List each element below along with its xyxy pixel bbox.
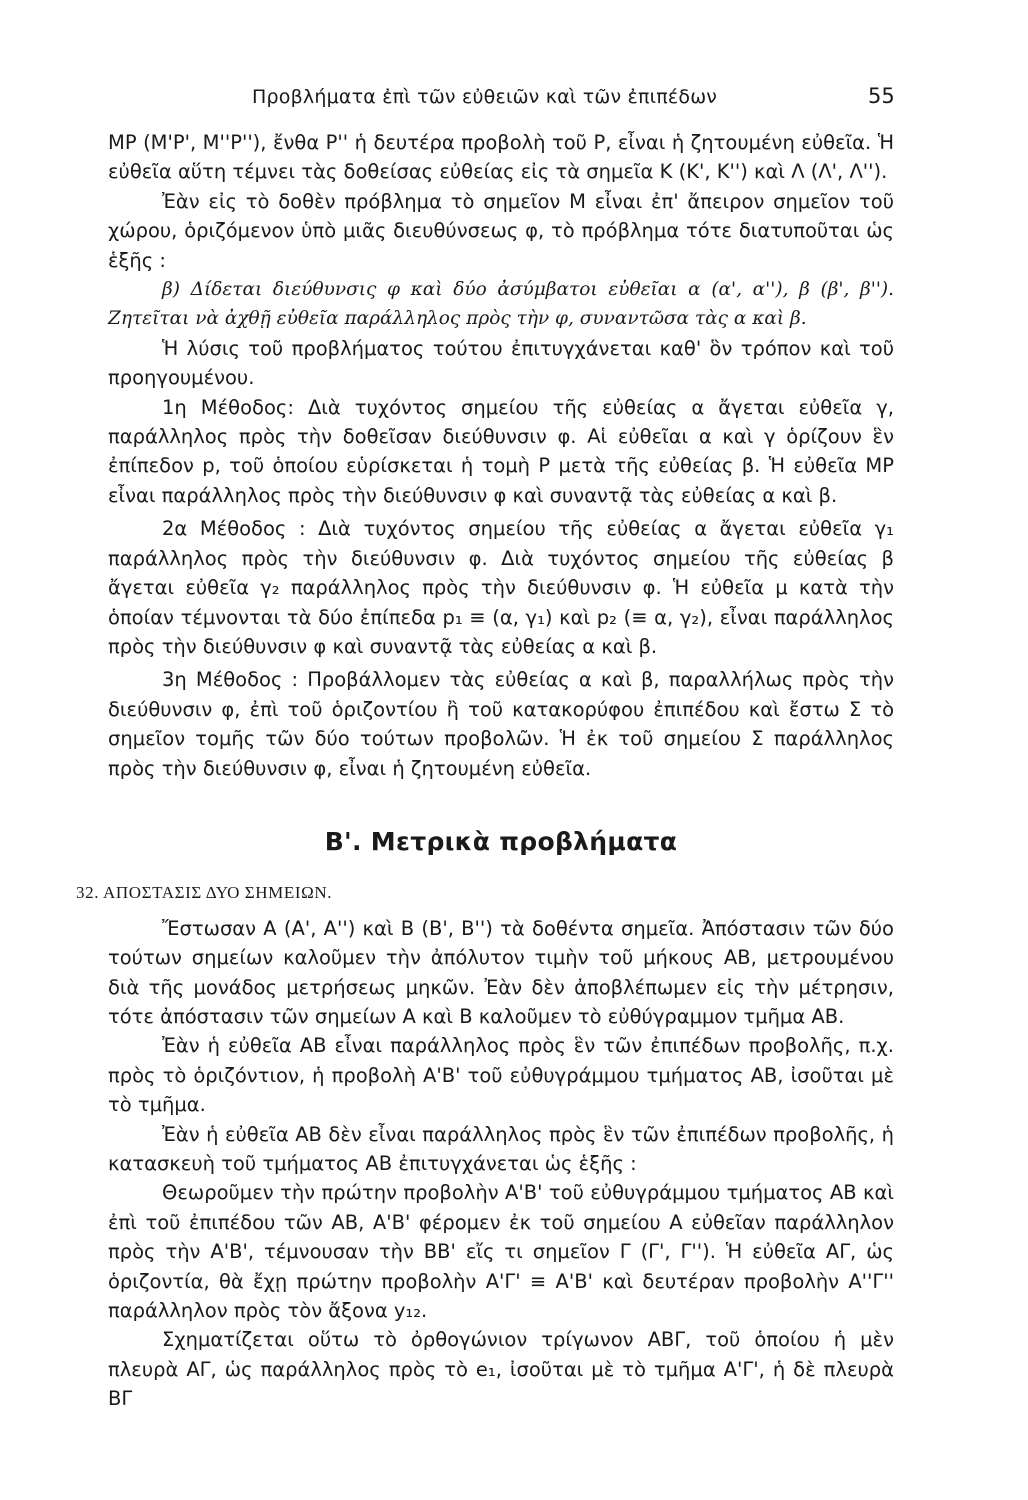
section-title: Β'. Μετρικὰ προβλήματα (324, 826, 678, 856)
paragraph: Ἐὰν εἰς τὸ δοθὲν πρόβλημα τὸ σημεῖον M εἶναι ἐπ' ἄπειρον σημεῖον τοῦ χώρου, ὁριζόμενον ὑπὸ μιᾶς διευθύνσεως φ, τὸ πρόβλημα τότε διατυποῦται ὡς ἑξῆς : (108, 189, 894, 272)
paragraph: Ἐὰν ἡ εὐθεῖα AB δὲν εἶναι παράλληλος πρὸς ἓν τῶν ἐπιπέδων προβολῆς, ἡ κατασκευὴ τοῦ τμήματος AB ἐπιτυγχάνεται ὡς ἑξῆς : (108, 1122, 894, 1175)
paragraph: Ἔστωσαν A (A', A'') καὶ B (B', B'') τὰ δοθέντα σημεῖα. Ἀπόστασιν τῶν δύο τούτων σημείων καλοῦμεν τὴν ἀπόλυτον τιμὴν τοῦ μήκους AB, μετρουμένου διὰ τῆς μονάδος μετρήσεως μηκῶν. Ἐὰν δὲν ἀποβλέπωμεν εἰς τὴν μέτρησιν, τότε ἀπόστασιν τῶν σημείων A καὶ B καλοῦμεν τὸ εὐθύγραμμον τμῆμα AB. (108, 916, 894, 1028)
paragraph: Θεωροῦμεν τὴν πρώτην προβολὴν A'B' τοῦ εὐθυγράμμου τμήματος AB καὶ ἐπὶ τοῦ ἐπιπέδου τῶν AB, A'B' φέρομεν ἐκ τοῦ σημείου A εὐθεῖαν παράλληλον πρὸς τὴν A'B', τέμνουσαν τὴν BB' εἴς τι σημεῖον Γ (Γ', Γ''). Ἡ εὐθεῖα AΓ, ὡς ὁριζοντία, θὰ ἔχῃ πρώτην προβολὴν A'Γ' ≡ A'B' καὶ δευτέραν προβολὴν A''Γ'' παράλληλον πρὸς τὸν ἄξονα y₁₂. (108, 1181, 894, 1323)
page-number: 55 (868, 84, 895, 108)
problem-statement: β) Δίδεται διεύθυνσις φ καὶ δύο ἀσύμβατοι εὐθεῖαι α (α', α''), β (β', β''). Ζητεῖται νὰ ἀχθῇ εὐθεῖα παράλληλος πρὸς τὴν φ, συναντῶσα τὰς α καὶ β. (108, 279, 894, 330)
paragraph: Ἐὰν ἡ εὐθεῖα AB εἶναι παράλληλος πρὸς ἓν τῶν ἐπιπέδων προβολῆς, π.χ. πρὸς τὸ ὁριζόντιον, ἡ προβολὴ A'B' τοῦ εὐθυγράμμου τμήματος AB, ἰσοῦται μὲ τὸ τμῆμα. (108, 1034, 894, 1117)
paragraph: Σχηματίζεται οὕτω τὸ ὀρθογώνιον τρίγωνον ABΓ, τοῦ ὁποίου ἡ μὲν πλευρὰ AΓ, ὡς παράλληλος πρὸς τὸ e₁, ἰσοῦται μὲ τὸ τμῆμα A'Γ', ἡ δὲ πλευρὰ BΓ (108, 1328, 894, 1411)
method-3: 3η Μέθοδος : Προβάλλομεν τὰς εὐθείας α καὶ β, παραλλήλως πρὸς τὴν διεύθυνσιν φ, ἐπὶ τοῦ ὁριζοντίου ἢ τοῦ κατακορύφου ἐπιπέδου καὶ ἔστω Σ τὸ σημεῖον τομῆς τῶν δύο τούτων προβολῶν. Ἡ ἐκ τοῦ σημείου Σ παράλληλος πρὸς τὴν διεύθυνσιν φ, εἶναι ἡ ζητουμένη εὐθεῖα. (108, 668, 894, 780)
page-body (76, 128, 894, 1414)
paragraph: Ἡ λύσις τοῦ προβλήματος τούτου ἐπιτυγχάνεται καθ' ὃν τρόπον καὶ τοῦ προηγουμένου. (108, 336, 894, 390)
subsection-title: 32. ΑΠΟΣΤΑΣΙΣ ΔΥΟ ΣΗΜΕΙΩΝ. (76, 883, 333, 903)
method-1: 1η Μέθοδος: Διὰ τυχόντος σημείου τῆς εὐθείας α ἄγεται εὐθεῖα γ, παράλληλος πρὸς τὴν δοθεῖσαν διεύθυνσιν φ. Αἱ εὐθεῖαι α καὶ γ ὁρίζουν ἓν ἐπίπεδον p, τοῦ ὁποίου εὑρίσκεται ἡ τομὴ P μετὰ τῆς εὐθείας β. Ἡ εὐθεῖα MP εἶναι παράλληλος πρὸς τὴν διεύθυνσιν φ καὶ συναντᾷ τὰς εὐθείας α καὶ β. (108, 395, 894, 507)
running-header: Προβλήματα ἐπὶ τῶν εὐθειῶν καὶ τῶν ἐπιπέδων (252, 86, 718, 108)
method-2: 2α Μέθοδος : Διὰ τυχόντος σημείου τῆς εὐθείας α ἄγεται εὐθεῖα γ₁ παράλληλος πρὸς τὴν διεύθυνσιν φ. Διὰ τυχόντος σημείου τῆς εὐθείας β ἄγεται εὐθεῖα γ₂ παράλληλος πρὸς τὴν διεύθυνσιν φ. Ἡ εὐθεῖα μ κατὰ τὴν ὁποίαν τέμνονται τὰ δύο ἐπίπεδα p₁ ≡ (α, γ₁) καὶ p₂ (≡ α, γ₂), εἶναι παράλληλος πρὸς τὴν διεύθυνσιν φ καὶ συναντᾷ τὰς εὐθείας α καὶ β. (108, 517, 894, 658)
paragraph: MP (M'P', M''P''), ἔνθα P'' ἡ δευτέρα προβολὴ τοῦ P, εἶναι ἡ ζητουμένη εὐθεῖα. Ἡ εὐθεῖα αὕτη τέμνει τὰς δοθείσας εὐθείας εἰς τὰ σημεῖα K (K', K'') καὶ Λ (Λ', Λ''). (108, 131, 894, 184)
